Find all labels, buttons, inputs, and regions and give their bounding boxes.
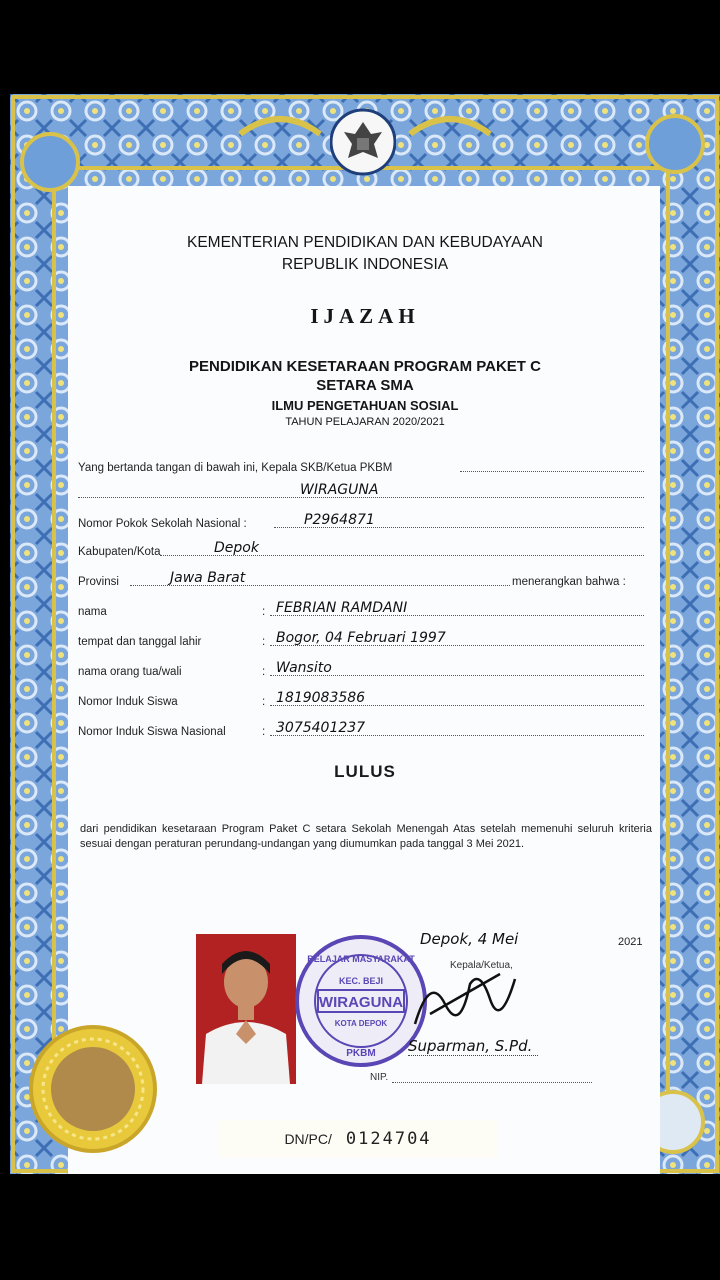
province-value: Jawa Barat xyxy=(170,570,246,586)
name-label: nama xyxy=(78,606,107,618)
stamp-district: KEC. BEJI xyxy=(338,976,384,986)
school-row xyxy=(78,480,650,502)
nisn-value: 3075401237 xyxy=(276,720,366,736)
nip-label: NIP. xyxy=(370,1072,389,1083)
npsn-row xyxy=(78,510,650,532)
document-title: IJAZAH xyxy=(310,304,420,328)
top-black-bar xyxy=(0,0,720,94)
nisn-row: Nomor Induk Siswa Nasional : 3075401237 xyxy=(78,718,650,740)
city-value: Depok xyxy=(214,540,259,556)
name-value: FEBRIAN RAMDANI xyxy=(276,600,408,616)
province-label: Provinsi xyxy=(78,576,119,588)
birth-row: tempat dan tanggal lahir : Bogor, 04 Februari 1997 xyxy=(78,628,650,650)
nip-line xyxy=(392,1082,592,1083)
garuda-emblem-icon xyxy=(330,106,396,176)
declares-label: menerangkan bahwa : xyxy=(512,576,626,588)
program-heading xyxy=(10,357,720,395)
bottom-black-bar xyxy=(0,1174,720,1280)
ministry-heading xyxy=(10,232,720,276)
nis-label: Nomor Induk Siswa xyxy=(78,696,178,708)
province-row xyxy=(78,568,650,590)
npsn-value: P2964871 xyxy=(304,512,375,528)
signer-row xyxy=(78,454,650,476)
gold-seal-icon xyxy=(28,1024,158,1154)
signer-label: Yang bertanda tangan di bawah ini, Kepala SKB/Ketua PKBM xyxy=(78,462,393,474)
ministry-line-2: REPUBLIK INDONESIA xyxy=(281,256,449,273)
academic-year: TAHUN PELAJARAN 2020/2021 xyxy=(285,416,445,428)
certificate xyxy=(10,94,720,1174)
result-status: LULUS xyxy=(334,762,396,781)
signature-place-date: Depok, 4 Mei xyxy=(420,930,519,948)
stamp-top-text: BELAJAR MASYARAKAT xyxy=(307,954,415,964)
nisn-label: Nomor Induk Siswa Nasional xyxy=(78,726,226,738)
name-row: nama : FEBRIAN RAMDANI xyxy=(78,598,650,620)
student-photo xyxy=(196,934,296,1084)
program-line-2: SETARA SMA xyxy=(316,377,414,394)
handwritten-signature xyxy=(410,964,520,1034)
serial-number-box xyxy=(218,1120,498,1158)
program-line-1: PENDIDIKAN KESETARAAN PROGRAM PAKET C xyxy=(189,358,541,375)
stamp-name: WIRAGUNA xyxy=(318,994,404,1011)
birth-value: Bogor, 04 Februari 1997 xyxy=(276,630,446,646)
signature-role: Kepala/Ketua, xyxy=(450,960,513,971)
ministry-line-1: KEMENTERIAN PENDIDIKAN DAN KEBUDAYAAN xyxy=(187,234,543,251)
serial-number: 0124704 xyxy=(345,1129,432,1149)
parent-value: Wansito xyxy=(276,660,332,676)
parent-row: nama orang tua/wali : Wansito xyxy=(78,658,650,680)
serial-prefix: DN/PC/ xyxy=(284,1131,332,1147)
stamp-city: KOTA DEPOK xyxy=(334,1019,388,1028)
major: ILMU PENGETAHUAN SOSIAL xyxy=(271,398,459,413)
nis-value: 1819083586 xyxy=(276,690,366,706)
school-name: WIRAGUNA xyxy=(300,482,379,498)
signature-year: 2021 xyxy=(618,936,643,948)
birth-label: tempat dan tanggal lahir xyxy=(78,636,202,648)
stamp-bottom: PKBM xyxy=(346,1048,376,1059)
nis-row: Nomor Induk Siswa : 1819083586 xyxy=(78,688,650,710)
npsn-label: Nomor Pokok Sekolah Nasional : xyxy=(78,518,247,530)
parent-label: nama orang tua/wali xyxy=(78,666,182,678)
person-icon xyxy=(196,934,296,1084)
city-row xyxy=(78,538,650,560)
city-label: Kabupaten/Kota xyxy=(78,546,161,558)
statement-paragraph: dari pendidikan kesetaraan Program Paket C setara Sekolah Menengah Atas setelah memenuhi seluruh kriteria sesuai dengan peraturan perundang-undangan yang diumumkan pada tanggal 3 Mei 2021. xyxy=(80,823,652,850)
signer-name: Suparman, S.Pd. xyxy=(408,1037,538,1056)
